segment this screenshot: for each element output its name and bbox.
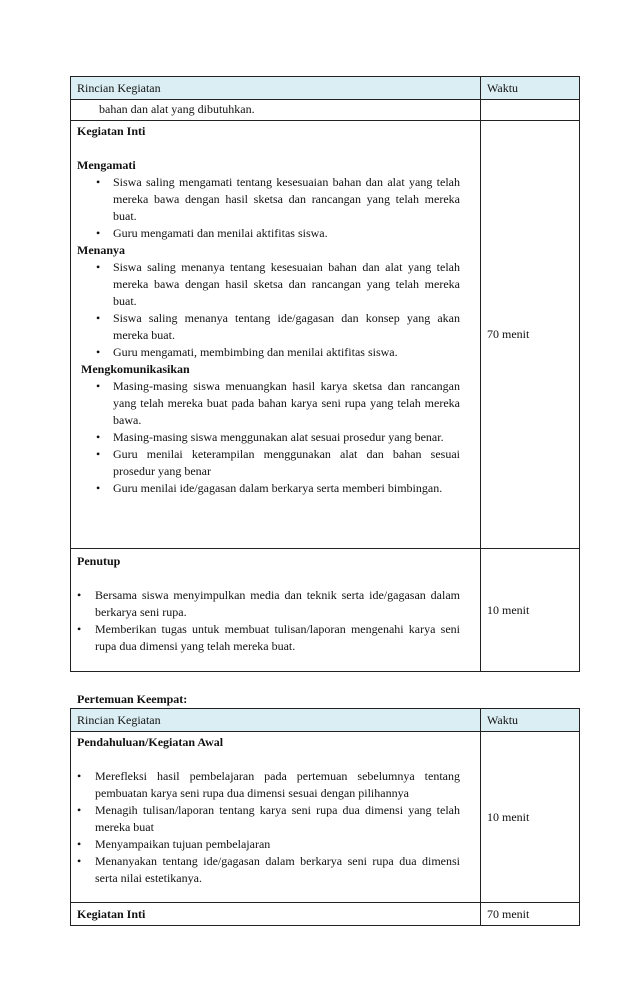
kegiatan-inti-row — [71, 903, 580, 926]
continuation-row — [71, 100, 580, 121]
pendahuluan-list — [71, 768, 480, 887]
header-activity: Rincian Kegiatan — [71, 709, 481, 732]
menanya-title: Menanya — [77, 243, 125, 257]
continuation-text: bahan dan alat yang dibutuhkan. — [99, 102, 255, 116]
pendahuluan-title: Pendahuluan/Kegiatan Awal — [77, 735, 224, 749]
list-item: • Bersama siswa menyimpulkan media dan teknik serta ide/gagasan dalam berkarya seni rupa. — [71, 587, 480, 621]
list-item: • Menagih tulisan/laporan tentang karya seni rupa dua dimensi yang telah mereka buat — [71, 802, 480, 836]
list-item: • Guru mengamati dan menilai aktifitas siswa. — [71, 225, 480, 242]
mengamati-title: Mengamati — [77, 158, 136, 172]
list-item: • Menyampaikan tujuan pembelajaran — [71, 836, 480, 853]
mengkomunikasikan-list — [71, 378, 480, 497]
list-item: • Guru menilai ide/gagasan dalam berkarya serta memberi bimbingan. — [71, 480, 480, 497]
kegiatan-inti-title: Kegiatan Inti — [77, 906, 146, 921]
pendahuluan-time: 10 menit — [481, 732, 580, 903]
table-header-row — [71, 77, 580, 100]
header-activity: Rincian Kegiatan — [71, 77, 481, 100]
activity-table-3 — [70, 76, 580, 672]
mengamati-list — [71, 174, 480, 242]
kegiatan-inti-row — [71, 121, 580, 549]
list-item: • Masing-masing siswa menuangkan hasil karya sketsa dan rancangan yang telah mereka buat pada bahan karya seni rupa yang telah mereka bawa. — [71, 378, 480, 429]
penutup-row — [71, 549, 580, 672]
kegiatan-inti-time: 70 menit — [481, 121, 580, 549]
list-item: • Siswa saling menanya tentang kesesuaian bahan dan alat yang telah mereka bawa dengan hasil sketsa dan rancangan yang telah mereka buat. — [71, 259, 480, 310]
list-item: • Merefleksi hasil pembelajaran pada pertemuan sebelumnya tentang pembuatan karya seni rupa dua dimensi sesuai dengan pilihannya — [71, 768, 480, 802]
list-item: • Masing-masing siswa menggunakan alat sesuai prosedur yang benar. — [71, 429, 480, 446]
activity-table-4 — [70, 708, 580, 926]
list-item: • Memberikan tugas untuk membuat tulisan/laporan mengenahi karya seni rupa dua dimensi yang telah mereka buat. — [71, 621, 480, 655]
header-time: Waktu — [481, 77, 580, 100]
list-item: • Siswa saling menanya tentang ide/gagasan dan konsep yang akan mereka buat. — [71, 310, 480, 344]
list-item: • Guru mengamati, membimbing dan menilai aktifitas siswa. — [71, 344, 480, 361]
kegiatan-inti-time: 70 menit — [481, 903, 580, 926]
pendahuluan-row — [71, 732, 580, 903]
list-item: • Menanyakan tentang ide/gagasan dalam berkarya seni rupa dua dimensi serta nilai estetikanya. — [71, 853, 480, 887]
list-item: • Guru menilai keterampilan menggunakan alat dan bahan sesuai prosedur yang benar — [71, 446, 480, 480]
section-heading: Pertemuan Keempat: — [77, 692, 188, 706]
header-time: Waktu — [481, 709, 580, 732]
list-item: • Siswa saling mengamati tentang kesesuaian bahan dan alat yang telah mereka bawa dengan hasil sketsa dan rancangan yang telah mereka buat. — [71, 174, 480, 225]
penutup-time: 10 menit — [481, 549, 580, 672]
menanya-list — [71, 259, 480, 361]
penutup-list — [71, 587, 480, 655]
kegiatan-inti-title: Kegiatan Inti — [77, 124, 146, 138]
table-header-row — [71, 709, 580, 732]
penutup-title: Penutup — [77, 554, 121, 568]
mengkomunikasikan-title: Mengkomunikasikan — [81, 362, 190, 376]
